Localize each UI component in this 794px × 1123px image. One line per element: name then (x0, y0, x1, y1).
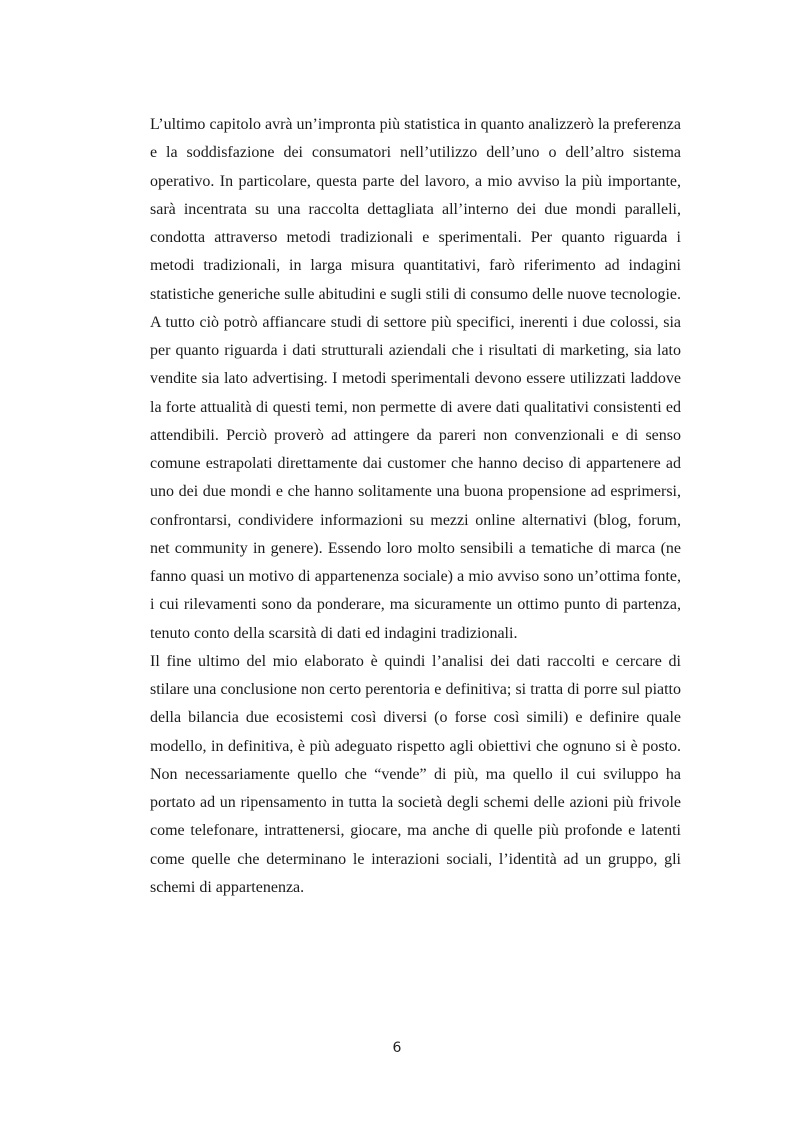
body-text (150, 111, 681, 902)
page-number: 6 (392, 1040, 402, 1056)
paragraph-2: Il fine ultimo del mio elaborato è quindi l’analisi dei dati raccolti e cercare di stilare una conclusione non certo perentoria e definitiva; si tratta di porre sul piatto della bilancia due ecosistemi così diversi (o forse così simili) e definire quale modello, in definitiva, è più adeguato rispetto agli obiettivi che ognuno si è posto. Non necessariamente quello che “vende” di più, ma quello il cui sviluppo ha portato ad un ripensamento in tutta la società degli schemi delle azioni più frivole come telefonare, intrattenersi, giocare, ma anche di quelle più profonde e latenti come quelle che determinano le interazioni sociali, l’identità ad un gruppo, gli schemi di appartenenza. (150, 652, 681, 896)
paragraph-1: L’ultimo capitolo avrà un’impronta più statistica in quanto analizzerò la preferenza e la soddisfazione dei consumatori nell’utilizzo dell’uno o dell’altro sistema operativo. In particolare, questa parte del lavoro, a mio avviso la più importante, sarà incentrata su una raccolta dettagliata all’interno dei due mondi paralleli, condotta attraverso metodi tradizionali e sperimentali. Per quanto riguarda i metodi tradizionali, in larga misura quantitativi, farò riferimento ad indagini statistiche generiche sulle abitudini e sugli stili di consumo delle nuove tecnologie. A tutto ciò potrò affiancare studi di settore più specifici, inerenti i due colossi, sia per quanto riguarda i dati strutturali aziendali che i risultati di marketing, sia lato vendite sia lato advertising. I metodi sperimentali devono essere utilizzati laddove la forte attualità di questi temi, non permette di avere dati qualitativi consistenti ed attendibili. Perciò proverò ad attingere da pareri non convenzionali e di senso comune estrapolati direttamente dai customer che hanno deciso di appartenere ad uno dei due mondi e che hanno solitamente una buona propensione ad esprimersi, confrontarsi, condividere informazioni su mezzi online alternativi (blog, forum, net community in genere). Essendo loro molto sensibili a tematiche di marca (ne fanno quasi un motivo di appartenenza sociale) a mio avviso sono un’ottima fonte, i cui rilevamenti sono da ponderare, ma sicuramente un ottimo punto di partenza, tenuto conto della scarsità di dati ed indagini tradizionali. (150, 116, 681, 642)
